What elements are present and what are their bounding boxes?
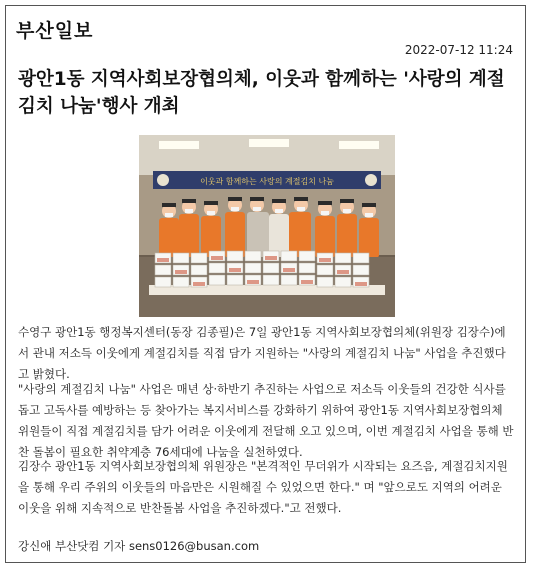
article-paragraph: 수영구 광안1동 행정복지센터(동장 김종필)은 7일 광안1동 지역사회보장협의체(위원장 김장수)에서 관내 저소득 이웃에게 계절김치를 직접 담가 지원하는 "사랑의 계절김치 나눔" 사업을 추진했다고 밝혔다. (18, 325, 506, 381)
article-photo (139, 135, 395, 317)
article-headline: 광안1동 지역사회보장협의체, 이웃과 함께하는 '사랑의 계절 김치 나눔'행사 개최 (18, 69, 505, 117)
publication-logo[interactable]: 부산일보 (16, 20, 94, 42)
article-frame (5, 5, 526, 563)
article-paragraph: 김장수 광안1동 지역사회보장협의체 위원장은 "본격적인 무더위가 시작되는 요즈음, 계절김치지원을 통해 우리 주위의 이웃들의 마음만은 시원해질 수 있었으면 한다." 며 "앞으로도 지역의 어려운 이웃을 위해 지속적으로 반찬돌봄 사업을 추진하겠다."고 전했다. (18, 459, 508, 515)
banner-text: 이웃과 함께하는 사랑의 계절김치 나눔 (200, 177, 334, 186)
group-photo-illustration (139, 135, 395, 317)
article-timestamp: 2022-07-12 11:24 (404, 43, 513, 57)
article-paragraph: "사랑의 계절김치 나눔" 사업은 매년 상·하반기 추진하는 사업으로 저소득 이웃들의 건강한 식사를 돕고 고독사를 예방하는 등 찾아가는 복지서비스를 강화하기 위하여 광안1동 지역사회보장협의체 위원들이 직접 계절김치를 담가 어려운 이웃에게 전달해 오고 있으며, 이번 계절김치 사업을 통해 반찬 돌봄이 필요한 취약계층 76세대에 나눔을 실천하였다. (18, 382, 514, 459)
article-byline: 강신애 부산닷컴 기자 sens0126@busan.com (18, 539, 260, 553)
